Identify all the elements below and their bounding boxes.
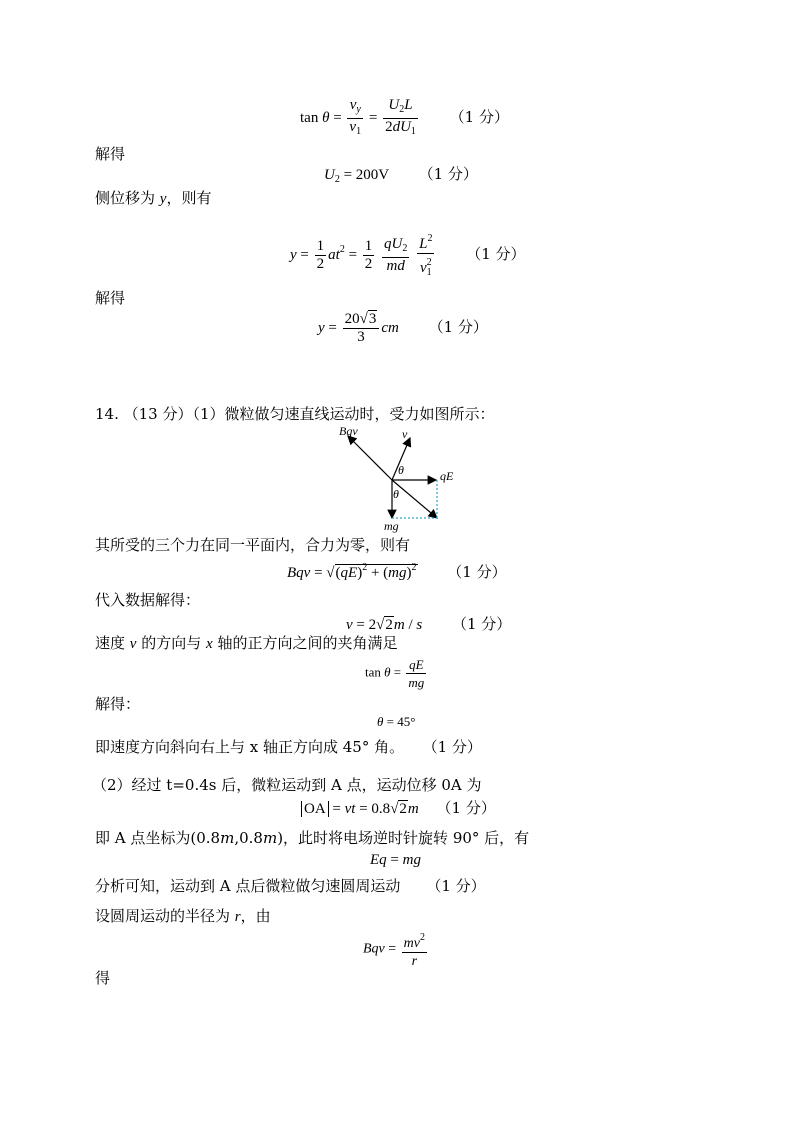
label-qe: qE [440,469,454,483]
score-label: （1 分） [428,317,488,336]
score-label: （1 分） [436,799,496,817]
label-bqv: Bqv [339,424,358,438]
equation-circular: Bqv = $\frac{mv^2}{r}$ [363,929,429,970]
force-diagram [336,424,476,534]
score-label: （1 分） [447,563,507,581]
equation-u2: $U_2 = 200V$ （1 分） [324,165,478,185]
text-jiede-1: 解得 [95,145,126,163]
text-cewei: 侧位移为 y，则有 [95,189,212,207]
equation-y-result: y = $\frac{20√3}{3}$ cm （1 分） [318,311,488,345]
score-label: （1 分） [466,244,526,263]
question-14-header: 14. （13 分）（1）微粒做匀速直线运动时，受力如图所示： [95,405,495,423]
equation-eq-mg: Eq = mg [370,852,421,868]
label-theta-top: θ [398,463,404,477]
text-jiede-3: 解得： [95,695,141,713]
text-radius: 设圆周运动的半径为 r，由 [95,907,271,925]
equation-tan-theta: tan θ = $\frac{v_y}{v_1}$ = $\frac{U_2L}{2dU_1}$ （1 分） [300,97,509,137]
text-a-coordinate: 即 A 点坐标为(0.8m,0.8m)，此时将电场逆时针旋转 90° 后，有 [95,829,530,847]
text-part-2: （2）经过 t=0.4s 后，微粒运动到 A 点，运动位移 0A 为 [92,776,482,794]
label-v: v [402,427,408,441]
equation-tan-qe-mg: tan θ = $\frac{qE}{mg}$ [365,657,425,690]
score-label: （1 分） [449,107,509,126]
text-analysis: 分析可知，运动到 A 点后微粒做匀速圆周运动 （1 分） [95,877,486,895]
score-label: （1 分） [426,877,486,895]
equation-v-result: v = 2√2m / s （1 分） [346,615,512,633]
score-label: （1 分） [451,615,512,633]
label-mg: mg [384,519,399,533]
equation-y-displacement: y = $\frac{1}{2}$ $at^2$ = $\frac{1}{2}$ $\frac{qU_2}{md}$ $\frac{L^2}{v_1^2}$ （1 分） [290,230,526,281]
equation-bqv: Bqv = √(qE)$^2$ + (mg)$^2$ （1 分） [287,562,507,581]
text-three-forces: 其所受的三个力在同一平面内，合力为零，则有 [95,536,411,554]
equation-oa: OA = vt = 0.8√2m （1 分） [301,797,496,818]
score-label: （1 分） [418,165,478,183]
equation-theta-45: θ = 45° [377,714,416,729]
text-direction-result: 即速度方向斜向右上与 x 轴正方向成 45° 角。 （1 分） [95,738,482,756]
text-jiede-2: 解得 [95,289,126,307]
label-theta-bottom: θ [393,487,399,501]
text-daixin: 代入数据解得： [95,591,201,609]
bqv-arrow [348,436,392,480]
text-speed-direction: 速度 v 的方向与 x 轴的正方向之间的夹角满足 [95,634,398,652]
score-label: （1 分） [430,738,482,756]
text-de: 得 [95,969,111,987]
